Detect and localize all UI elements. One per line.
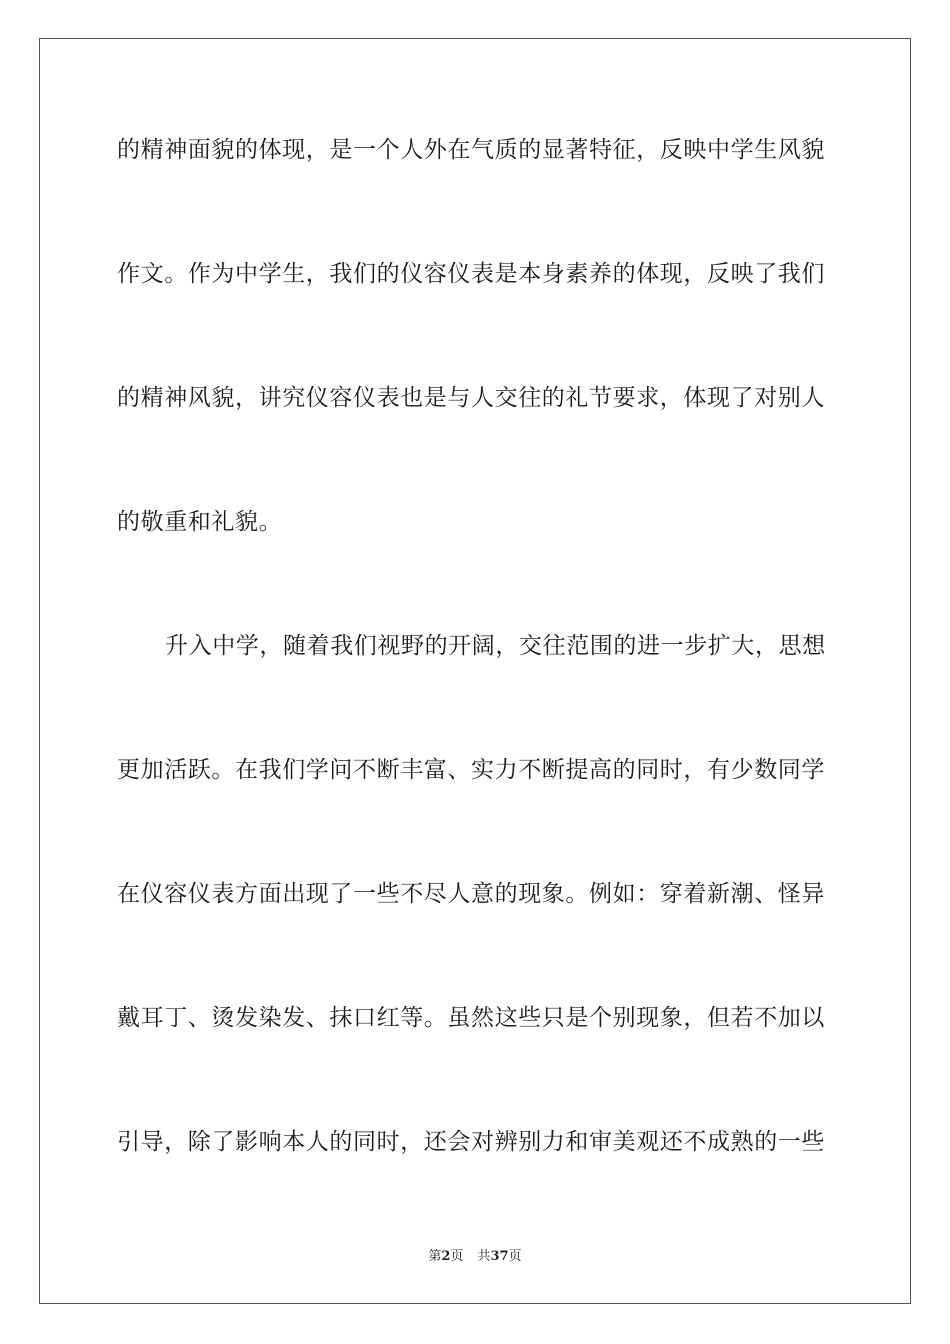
page-suffix: 页	[450, 1249, 464, 1264]
page-footer	[0, 1248, 950, 1266]
total-suffix: 页	[508, 1249, 522, 1264]
text-line-8: 戴耳丁、烫发染发、抹口红等。虽然这些只是个别现象，但若不加以	[117, 1005, 825, 1031]
page-prefix: 第	[428, 1249, 442, 1264]
text-line-1: 的精神面貌的体现，是一个人外在气质的显著特征，反映中学生风貌	[117, 137, 825, 163]
text-line-6: 更加活跃。在我们学问不断丰富、实力不断提高的同时，有少数同学	[117, 757, 825, 783]
page-border	[39, 38, 911, 1304]
total-prefix: 共	[477, 1249, 491, 1264]
text-line-7: 在仪容仪表方面出现了一些不尽人意的现象。例如：穿着新潮、怪异	[117, 881, 825, 907]
text-line-4: 的敬重和礼貌。	[117, 509, 283, 535]
page-number: 2	[441, 1249, 451, 1264]
text-line-2: 作文。作为中学生，我们的仪容仪表是本身素养的体现，反映了我们	[117, 261, 825, 287]
text-line-5: 升入中学，随着我们视野的开阔，交往范围的进一步扩大，思想	[165, 633, 826, 659]
text-line-9: 引导，除了影响本人的同时，还会对辨别力和审美观还不成熟的一些	[117, 1129, 825, 1155]
text-line-3: 的精神风貌，讲究仪容仪表也是与人交往的礼节要求，体现了对别人	[117, 385, 825, 411]
total-pages: 37	[490, 1249, 509, 1264]
